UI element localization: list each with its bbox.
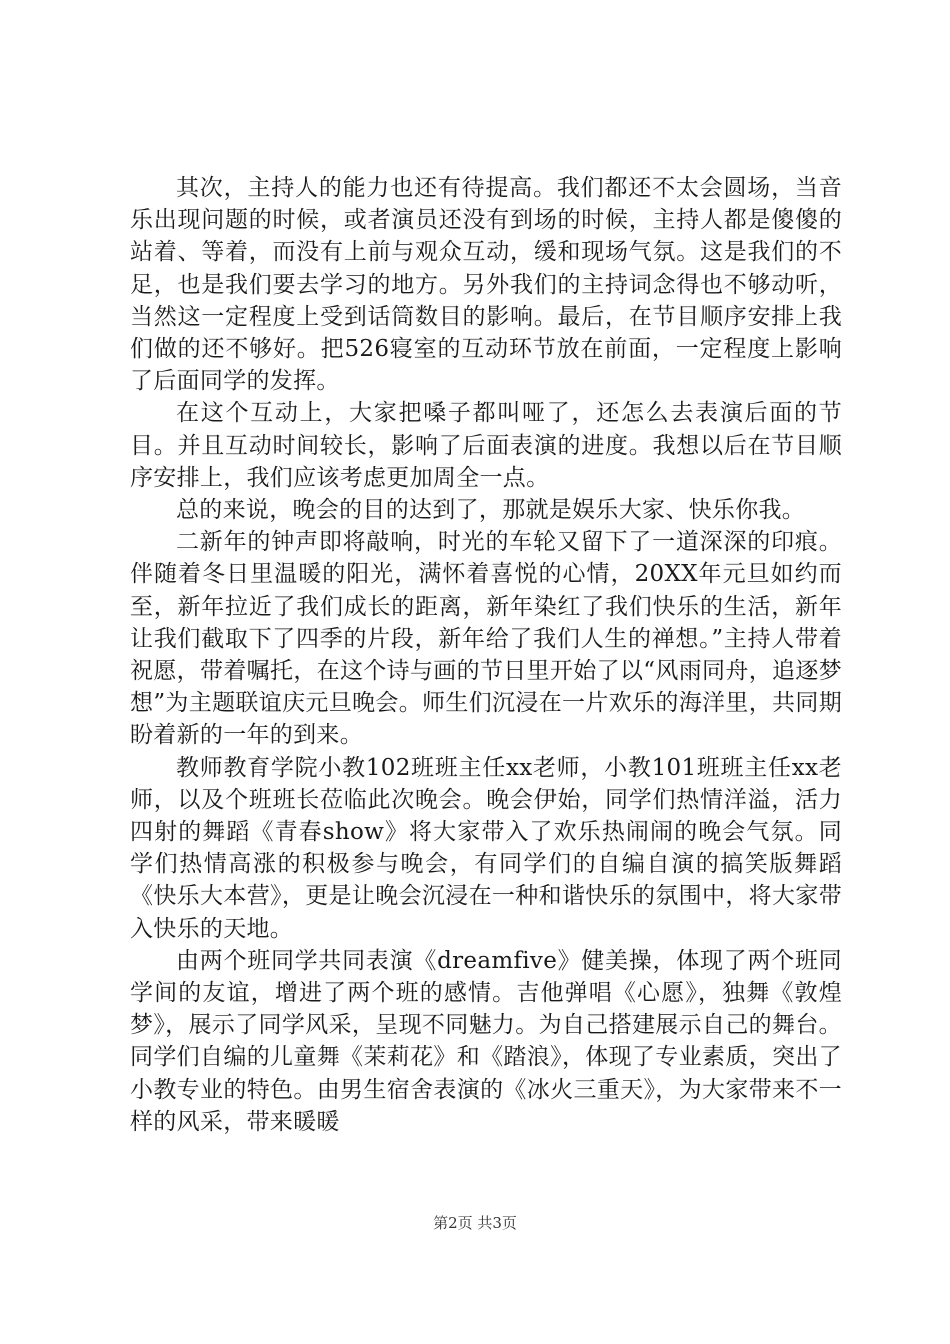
paragraph: 二新年的钟声即将敲响，时光的车轮又留下了一道深深的印痕。伴随着冬日里温暖的阳光，满怀着喜悦的心情，20XX年元旦如约而至，新年拉近了我们成长的距离，新年染红了我们快乐的生活，新年让我们截取下了四季的片段，新年给了我们人生的禅想。”主持人带着祝愿，带着嘱托，在这个诗与画的节日里开始了以“风雨同舟，追逐梦想”为主题联谊庆元旦晚会。师生们沉浸在一片欢乐的海洋里，共同期盼着新的一年的到来。 bbox=[130, 529, 842, 749]
paragraph: 由两个班同学共同表演《dreamfive》健美操，体现了两个班同学间的友谊，增进了两个班的感情。吉他弹唱《心愿》，独舞《敦煌梦》，展示了同学风采，呈现不同魅力。为自己搭建展示自己的舞台。同学们自编的儿童舞《茉莉花》和《踏浪》，体现了专业素质，突出了小教专业的特色。由男生宿舍表演的《冰火三重天》，为大家带来不一样的风采，带来暖暖 bbox=[130, 947, 842, 1135]
page-number-footer: 第2页 共3页 bbox=[433, 1214, 517, 1232]
document-body bbox=[130, 172, 842, 1138]
paragraph: 在这个互动上，大家把嗓子都叫哑了，还怎么去表演后面的节目。并且互动时间较长，影响了后面表演的进度。我想以后在节目顺序安排上，我们应该考虑更加周全一点。 bbox=[130, 400, 842, 491]
paragraph: 其次，主持人的能力也还有待提高。我们都还不太会圆场，当音乐出现问题的时候，或者演员还没有到场的时候，主持人都是傻傻的站着、等着，而没有上前与观众互动，缓和现场气氛。这是我们的不足，也是我们要去学习的地方。另外我们的主持词念得也不够动听，当然这一定程度上受到话筒数目的影响。最后，在节目顺序安排上我们做的还不够好。把526寝室的互动环节放在前面，一定程度上影响了后面同学的发挥。 bbox=[130, 175, 842, 395]
paragraph: 总的来说，晚会的目的达到了，那就是娱乐大家、快乐你我。 bbox=[176, 497, 806, 524]
paragraph: 教师教育学院小教102班班主任xx老师，小教101班班主任xx老师，以及个班班长莅临此次晚会。晚会伊始，同学们热情洋溢，活力四射的舞蹈《青春show》将大家带入了欢乐热闹闹的晚会气氛。同学们热情高涨的积极参与晚会，有同学们的自编自演的搞笑版舞蹈《快乐大本营》，更是让晚会沉浸在一种和谐快乐的氛围中，将大家带入快乐的天地。 bbox=[130, 754, 842, 942]
